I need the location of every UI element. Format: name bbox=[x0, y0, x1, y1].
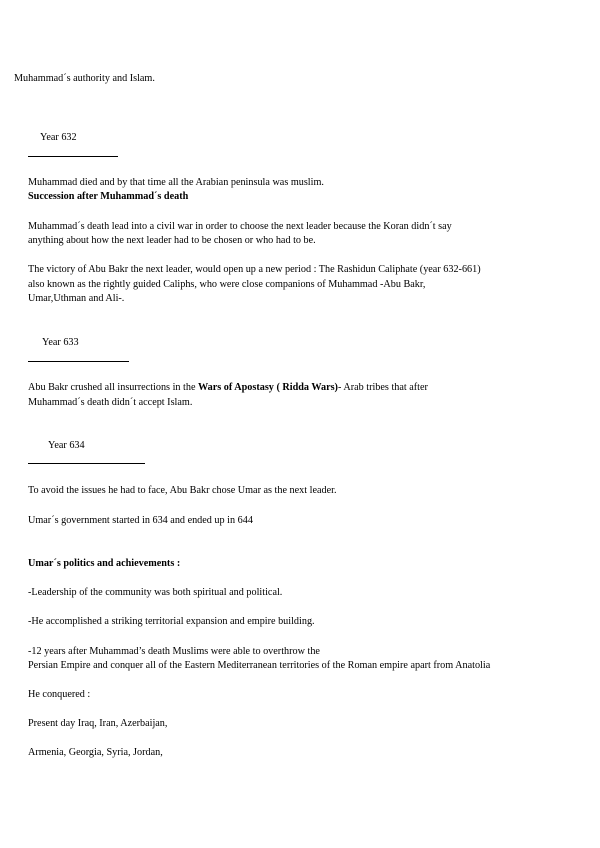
paragraph: Umar´s government started in 634 and ended up in 644 bbox=[28, 515, 253, 526]
paragraph: To avoid the issues he had to face, Abu Bakr chose Umar as the next leader. bbox=[28, 485, 337, 496]
paragraph-line bbox=[28, 381, 428, 395]
paragraph-line: -12 years after Muhammad’s death Muslims were able to overthrow the bbox=[28, 646, 320, 657]
wars-of-apostasy: Wars of Apostasy ( Ridda Wars) bbox=[198, 382, 338, 393]
paragraph: -Leadership of the community was both spiritual and political. bbox=[28, 587, 283, 598]
text-run: Abu Bakr crushed all insurrections in the bbox=[28, 382, 199, 393]
subheading-umar-politics: Umar´s politics and achievements : bbox=[28, 558, 181, 569]
text-run: - Arab tribes that after bbox=[337, 382, 428, 393]
paragraph-line: anything about how the next leader had to be chosen or who had to be. bbox=[28, 235, 316, 246]
paragraph: Armenia, Georgia, Syria, Jordan, bbox=[28, 747, 163, 758]
paragraph: Muhammad died and by that time all the Arabian peninsula was muslim. bbox=[28, 177, 324, 188]
paragraph-line: Persian Empire and conquer all of the Eastern Mediterranean territories of the Roman empire apart from Anatolia bbox=[28, 660, 491, 671]
year-633-heading: Year 633 bbox=[42, 337, 79, 348]
document-title: Muhammad´s authority and Islam. bbox=[14, 73, 155, 84]
year-634-heading: Year 634 bbox=[48, 440, 85, 451]
year-632-heading: Year 632 bbox=[40, 132, 77, 143]
paragraph: -He accomplished a striking territorial expansion and empire building. bbox=[28, 616, 315, 627]
paragraph-line: Umar,Uthman and Ali-. bbox=[28, 293, 125, 304]
paragraph: Present day Iraq, Iran, Azerbaijan, bbox=[28, 718, 168, 729]
paragraph-line: also known as the rightly guided Caliphs, who were close companions of Muhammad -Abu Bakr, bbox=[28, 279, 426, 290]
paragraph-line: Muhammad´s death didn´t accept Islam. bbox=[28, 397, 193, 408]
divider-632 bbox=[28, 156, 118, 157]
divider-634 bbox=[28, 463, 145, 464]
subheading-succession: Succession after Muhammad´s death bbox=[28, 191, 189, 202]
paragraph: He conquered : bbox=[28, 689, 91, 700]
divider-633 bbox=[28, 361, 129, 362]
paragraph-line: The victory of Abu Bakr the next leader, would open up a new period : The Rashidun Caliphate (year 632-661) bbox=[28, 264, 481, 275]
paragraph-line: Muhammad´s death lead into a civil war in order to choose the next leader because the Koran didn´t say bbox=[28, 221, 452, 232]
